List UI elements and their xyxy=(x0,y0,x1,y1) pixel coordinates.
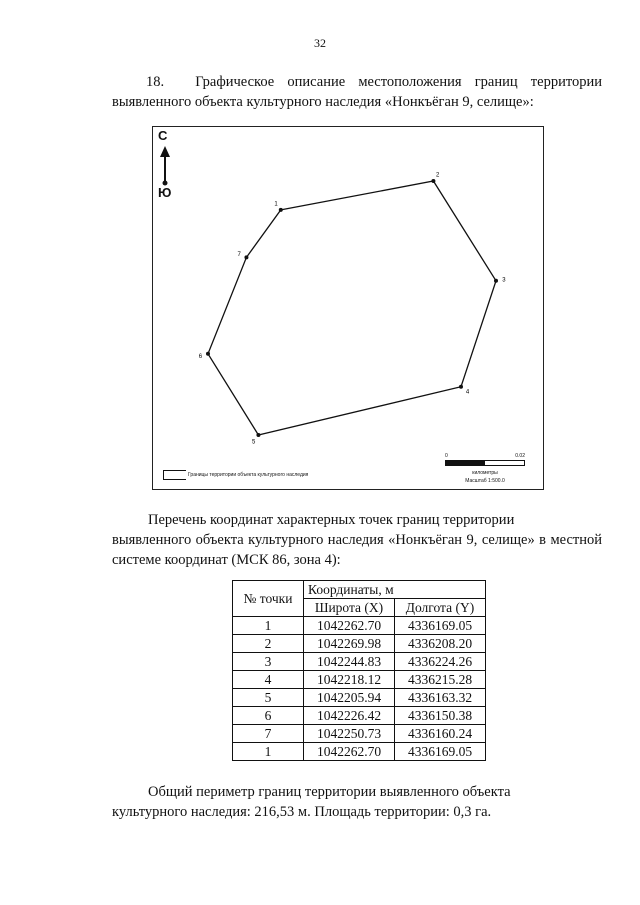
header-coords: Координаты, м xyxy=(304,581,486,599)
table-body xyxy=(233,617,486,761)
cell-point: 1 xyxy=(233,743,304,761)
cell-lat: 1042218.12 xyxy=(304,671,395,689)
vertex-label: 1 xyxy=(274,201,278,208)
table-row xyxy=(233,635,486,653)
summary-first-line: Общий периметр границ территории выявленного объекта xyxy=(148,784,511,800)
scale-bar xyxy=(445,453,525,484)
boundary-polygon xyxy=(208,181,496,435)
summary-text xyxy=(112,782,602,822)
map-legend xyxy=(163,470,308,480)
vertex-label: 4 xyxy=(465,389,470,396)
cell-lon: 4336163.32 xyxy=(395,689,486,707)
table-row xyxy=(233,725,486,743)
vertex-label: 3 xyxy=(502,277,506,284)
table-row xyxy=(233,671,486,689)
scale-ratio-label: Масштаб 1:500.0 xyxy=(465,478,505,484)
table-row xyxy=(233,617,486,635)
coordinates-intro xyxy=(112,510,602,570)
cell-lon: 4336215.28 xyxy=(395,671,486,689)
cell-lat: 1042226.42 xyxy=(304,707,395,725)
north-arrowhead-icon xyxy=(160,146,170,157)
cell-lat: 1042250.73 xyxy=(304,725,395,743)
scale-start-label: 0 xyxy=(445,453,448,459)
cell-lat: 1042244.83 xyxy=(304,653,395,671)
vertex-layer xyxy=(199,172,507,445)
legend-label: Границы территории объекта культурного наследия xyxy=(188,472,309,478)
vertex-point xyxy=(206,352,210,356)
vertex-label: 5 xyxy=(252,439,256,446)
legend-swatch-icon xyxy=(163,470,186,480)
cell-point: 4 xyxy=(233,671,304,689)
cell-lat: 1042269.98 xyxy=(304,635,395,653)
cell-lon: 4336150.38 xyxy=(395,707,486,725)
page-number: 32 xyxy=(314,36,326,50)
section-number: 18. xyxy=(146,74,165,90)
cell-lat: 1042205.94 xyxy=(304,689,395,707)
vertex-label: 6 xyxy=(198,354,203,361)
vertex-point xyxy=(494,279,498,283)
cell-lon: 4336169.05 xyxy=(395,743,486,761)
cell-lon: 4336169.05 xyxy=(395,617,486,635)
boundary-map xyxy=(152,126,544,490)
table-row xyxy=(233,707,486,725)
cell-lat: 1042262.70 xyxy=(304,743,395,761)
table-header-row xyxy=(233,581,486,599)
cell-point: 3 xyxy=(233,653,304,671)
cell-lon: 4336208.20 xyxy=(395,635,486,653)
vertex-point xyxy=(279,208,283,212)
cell-point: 7 xyxy=(233,725,304,743)
table-row xyxy=(233,743,486,761)
intro-rest: выявленного объекта культурного наследия «Нонкъёган 9, селище» в местной системе координат (МСК 86, зона 4): xyxy=(112,532,602,568)
intro-first-line: Перечень координат характерных точек границ территории xyxy=(148,512,515,528)
cell-point: 6 xyxy=(233,707,304,725)
vertex-point xyxy=(431,179,435,183)
vertex-point xyxy=(459,385,463,389)
compass-south-label: Ю xyxy=(158,185,172,200)
vertex-point xyxy=(256,433,260,437)
cell-point: 5 xyxy=(233,689,304,707)
cell-lon: 4336160.24 xyxy=(395,725,486,743)
table-row xyxy=(233,689,486,707)
section-heading xyxy=(112,72,602,112)
cell-lat: 1042262.70 xyxy=(304,617,395,635)
vertex-label: 2 xyxy=(436,172,440,179)
compass-north-label: С xyxy=(158,128,168,143)
header-lat: Широта (X) xyxy=(304,599,395,617)
header-point: № точки xyxy=(233,581,304,617)
scale-units-label: километры xyxy=(472,470,498,476)
cell-point: 1 xyxy=(233,617,304,635)
scale-bar-graphic xyxy=(445,460,525,466)
table-row xyxy=(233,653,486,671)
cell-lon: 4336224.26 xyxy=(395,653,486,671)
coordinates-table xyxy=(232,580,486,761)
cell-point: 2 xyxy=(233,635,304,653)
boundary-map-canvas xyxy=(153,127,545,491)
summary-rest: культурного наследия: 216,53 м. Площадь территории: 0,3 га. xyxy=(112,804,492,820)
header-lon: Долгота (Y) xyxy=(395,599,486,617)
vertex-label: 7 xyxy=(237,251,241,258)
vertex-point xyxy=(244,255,248,259)
section-title: Графическое описание местоположения границ территории выявленного объекта культурного наследия «Нонкъёган 9, селище»: xyxy=(112,74,603,110)
scale-end-label: 0.02 xyxy=(515,453,525,459)
